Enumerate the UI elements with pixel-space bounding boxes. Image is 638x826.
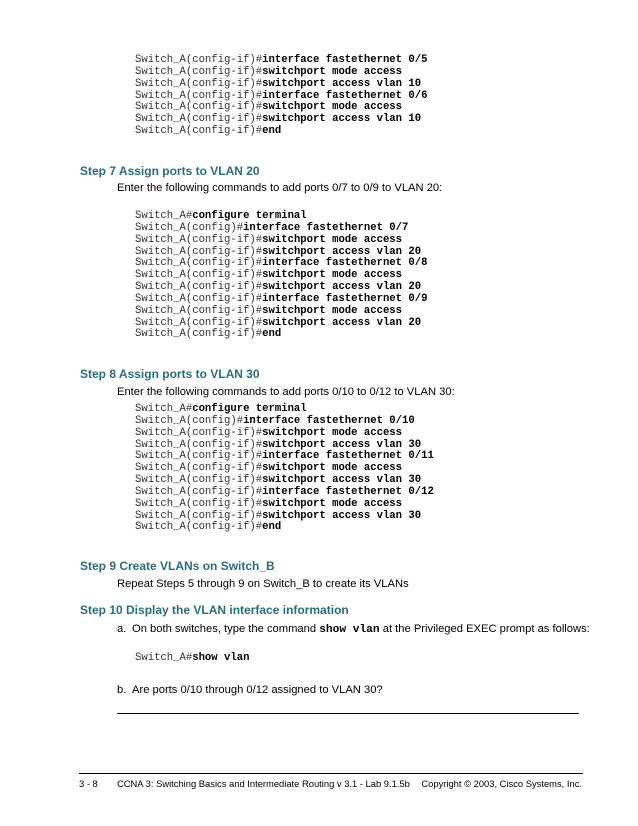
code-line xyxy=(135,329,427,341)
step9-heading: Step 9 Create VLANs on Switch_B xyxy=(80,559,275,573)
code-command: switchport mode access xyxy=(262,269,403,282)
code-command: switchport access vlan 20 xyxy=(262,245,422,258)
code-prompt: Switch_A(config-if)# xyxy=(135,292,263,305)
code-command: interface fastethernet 0/7 xyxy=(243,221,409,234)
code-prompt: Switch_A(config-if)# xyxy=(135,438,263,451)
code-command: interface fastethernet 0/5 xyxy=(262,54,428,66)
code-prompt: Switch_A(config-if)# xyxy=(135,113,263,126)
code-prompt: Switch_A(config-if)# xyxy=(135,77,263,90)
code-line xyxy=(135,126,427,138)
code-line xyxy=(135,522,434,534)
code-prompt: Switch_A(config-if)# xyxy=(135,269,263,282)
item-a-command: show vlan xyxy=(319,624,380,636)
code-prompt: Switch_A(config-if)# xyxy=(135,101,263,114)
code-prompt: Switch_A(config)# xyxy=(135,221,244,234)
code-command: switchport mode access xyxy=(262,304,403,317)
code-prompt: Switch_A(config-if)# xyxy=(135,281,263,294)
code-prompt: Switch_A# xyxy=(135,403,193,415)
code-block-step7 xyxy=(135,211,427,341)
item-b-label: b. xyxy=(117,684,127,696)
code-prompt: Switch_A# xyxy=(135,210,193,222)
code-prompt: Switch_A(config-if)# xyxy=(135,233,263,246)
code-command: switchport mode access xyxy=(262,426,403,439)
answer-line xyxy=(117,713,579,714)
code-block-step8 xyxy=(135,404,434,534)
code-prompt: Switch_A(config-if)# xyxy=(135,474,263,487)
item-a-text-before: On both switches, type the command xyxy=(132,623,320,635)
code-command: switchport access vlan 20 xyxy=(262,316,422,329)
code-line xyxy=(135,653,249,665)
code-command: interface fastethernet 0/10 xyxy=(243,414,415,427)
code-prompt: Switch_A(config)# xyxy=(135,414,244,427)
code-command: configure terminal xyxy=(192,210,307,222)
footer-course-title: CCNA 3: Switching Basics and Intermediate Routing v 3.1 - Lab 9.1.5b xyxy=(117,778,410,789)
code-command: interface fastethernet 0/6 xyxy=(262,89,428,102)
code-prompt: Switch_A(config-if)# xyxy=(135,521,263,534)
step7-intro: Enter the following commands to add ports 0/7 to 0/9 to VLAN 20: xyxy=(117,182,443,194)
footer-divider xyxy=(79,773,583,774)
code-prompt: Switch_A(config-if)# xyxy=(135,509,263,522)
code-prompt: Switch_A(config-if)# xyxy=(135,426,263,439)
code-command: switchport access vlan 30 xyxy=(262,438,422,451)
code-command: end xyxy=(262,328,282,341)
code-prompt: Switch_A(config-if)# xyxy=(135,497,263,510)
code-command: switchport mode access xyxy=(262,233,403,246)
footer-page-number: 3 - 8 xyxy=(79,778,98,789)
code-command: switchport access vlan 10 xyxy=(262,113,422,126)
code-prompt: Switch_A(config-if)# xyxy=(135,304,263,317)
code-command: switchport mode access xyxy=(262,101,403,114)
code-command: switchport access vlan 20 xyxy=(262,281,422,294)
item-a-text-after: at the Privileged EXEC prompt as follows: xyxy=(379,623,590,635)
step7-heading: Step 7 Assign ports to VLAN 20 xyxy=(80,164,260,178)
item-a-label: a. xyxy=(117,623,127,635)
code-command: interface fastethernet 0/12 xyxy=(262,485,434,498)
code-prompt: Switch_A(config-if)# xyxy=(135,65,263,78)
code-command: configure terminal xyxy=(192,403,307,415)
code-prompt: Switch_A(config-if)# xyxy=(135,328,263,341)
code-command: interface fastethernet 0/9 xyxy=(262,292,428,305)
item-b-text: Are ports 0/10 through 0/12 assigned to VLAN 30? xyxy=(132,684,383,696)
step10-item-b xyxy=(117,684,383,696)
code-block-show-vlan xyxy=(135,653,249,665)
step8-intro: Enter the following commands to add ports 0/10 to 0/12 to VLAN 30: xyxy=(117,386,455,398)
code-command: end xyxy=(262,521,282,534)
code-prompt: Switch_A(config-if)# xyxy=(135,54,263,66)
footer-copyright: Copyright © 2003, Cisco Systems, Inc. xyxy=(421,778,582,789)
step10-item-a xyxy=(117,623,590,636)
code-prompt: Switch_A(config-if)# xyxy=(135,316,263,329)
code-prompt: Switch_A(config-if)# xyxy=(135,245,263,258)
code-command: show vlan xyxy=(192,652,250,664)
code-command: switchport access vlan 30 xyxy=(262,509,422,522)
code-prompt: Switch_A(config-if)# xyxy=(135,462,263,475)
code-command: switchport access vlan 30 xyxy=(262,474,422,487)
code-prompt: Switch_A(config-if)# xyxy=(135,257,263,270)
code-prompt: Switch_A(config-if)# xyxy=(135,485,263,498)
code-prompt: Switch_A# xyxy=(135,652,193,664)
code-command: switchport mode access xyxy=(262,65,403,78)
step8-heading: Step 8 Assign ports to VLAN 30 xyxy=(80,367,260,381)
code-command: switchport mode access xyxy=(262,497,403,510)
code-prompt: Switch_A(config-if)# xyxy=(135,450,263,463)
step10-heading: Step 10 Display the VLAN interface information xyxy=(80,603,349,617)
code-block-top xyxy=(135,55,427,138)
code-command: interface fastethernet 0/8 xyxy=(262,257,428,270)
code-prompt: Switch_A(config-if)# xyxy=(135,89,263,102)
code-command: switchport access vlan 10 xyxy=(262,77,422,90)
code-command: interface fastethernet 0/11 xyxy=(262,450,434,463)
code-command: end xyxy=(262,125,282,138)
code-command: switchport mode access xyxy=(262,462,403,475)
step9-intro: Repeat Steps 5 through 9 on Switch_B to create its VLANs xyxy=(117,578,409,590)
code-prompt: Switch_A(config-if)# xyxy=(135,125,263,138)
